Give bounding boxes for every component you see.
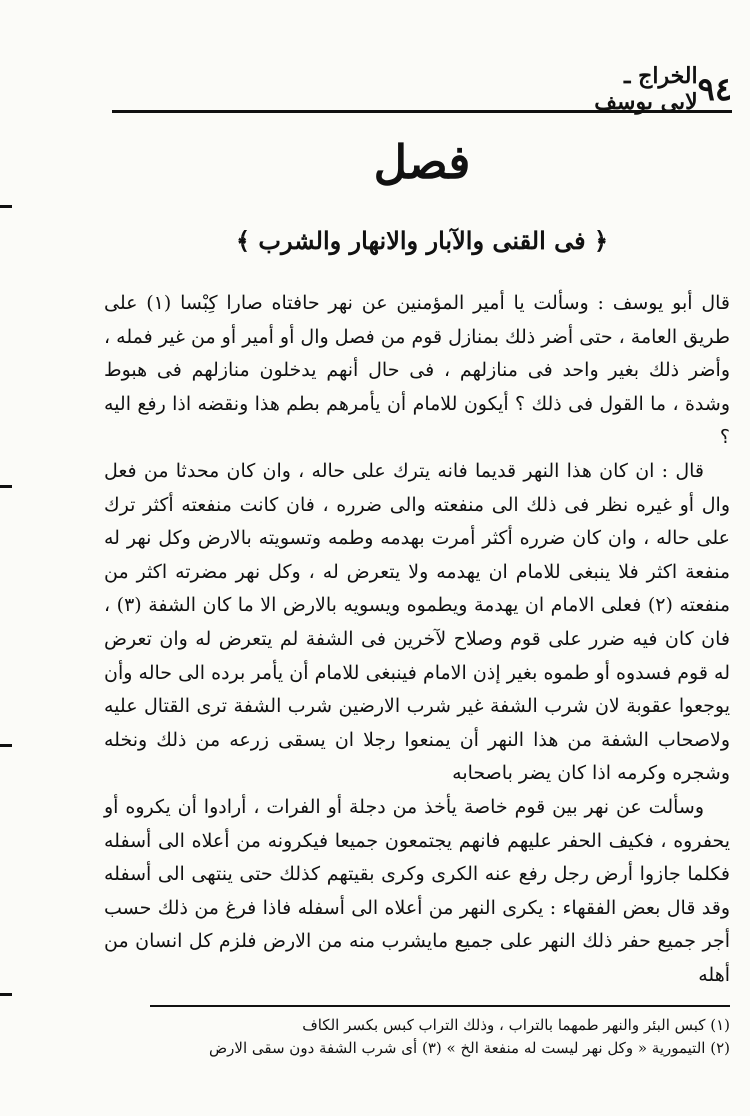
footnote-rule xyxy=(150,1005,730,1007)
margin-mark xyxy=(0,744,12,747)
margin-mark xyxy=(0,485,12,488)
paragraph: قال : ان كان هذا النهر قديما فانه يترك على حاله ، وان كان محدثا من فعل وال أو غيره نظر فى ذلك الى منفعته والى ضرره ، فان كانت منفعته أكثر ترك على حاله ، وان كان ضرره أكثر أمرت بهدمه وطمه وتسويته بالارض وكل نهر له منفعة اكثر فلا ينبغى للامام ان يهدمه ولا يتعرض له ، وكل نهر مضرته اكثر من منفعته (٢) فعلى الامام ان يهدمة ويطموه ويسويه بالارض الا ما كان الشفة (٣) ، فان كان فيه ضرر على قوم وصلاح لآخرين فى الشفة لم يتعرض له وان تعرض له قوم فسدوه أو طموه بغير إذن الامام فينبغى للامام أن يأمر برده الى حاله وأن يوجعوا عقوبة لان شرب الشفة غير شرب الارضين شرب الشفة ترى القتال عليه ولاصحاب الشفة من هذا النهر أن يمنعوا رجلا ان يسقى زرعه من ذلك ونخله وشجره وكرمه اذا كان يضر باصحابه xyxy=(104,459,731,785)
footnote: (١) كبس البئر والنهر طمهما بالتراب ، وذلك التراب كبس بكسر الكاف xyxy=(302,1016,730,1034)
margin-mark xyxy=(0,205,12,208)
header-rule xyxy=(112,110,732,113)
paragraph: قال أبو يوسف : وسألت يا أمير المؤمنين عن نهر حافتاه صارا كِبْسا (١) على طريق العامة ، حتى أضر ذلك بمنازل قوم من فصل وال أو أمير أو من غير فمله ، وأضر ذلك بغير واحد فى منازلهم ، فى حال أنهم يدخلون منازلهم فى هبوط وشدة ، ما القول فى ذلك ؟ أيكون للامام أن يأمرهم بطم هذا ونقضه اذا رفع اليه ؟ xyxy=(104,292,731,449)
section-title: ﴿ فى القنى والآبار والانهار والشرب ﴾ xyxy=(235,226,609,255)
margin-mark xyxy=(0,993,12,996)
chapter-title: فصل xyxy=(373,135,471,189)
running-title: الخراج ـ لابى يوسف xyxy=(594,63,698,115)
body-text xyxy=(104,287,730,992)
footnote: (٢) التيمورية « وكل نهر ليست له منفعة الخ » (٣) أى شرب الشفة دون سقى الارض xyxy=(209,1039,730,1057)
page-header xyxy=(112,63,732,115)
page-number: ٩٤ xyxy=(697,70,732,108)
paragraph: وسألت عن نهر بين قوم خاصة يأخذ من دجلة أو الفرات ، أرادوا أن يكروه أو يحفروه ، فكيف الحفر عليهم فانهم يجتمعون جميعا فيكرونه من أعلاه الى أسفله فكلما جازوا أرض رجل رفع عنه الكرى وكرى بقيتهم كذلك حتى ينتهى الى أسفله وقد قال بعض الفقهاء : يكرى النهر من أعلاه الى أسفله فاذا فرغ من ذلك حسب أجر جميع حفر ذلك النهر على جميع مايشرب منه من الارض فلزم كل انسان من أهله xyxy=(104,795,730,986)
footnotes xyxy=(150,1014,730,1060)
